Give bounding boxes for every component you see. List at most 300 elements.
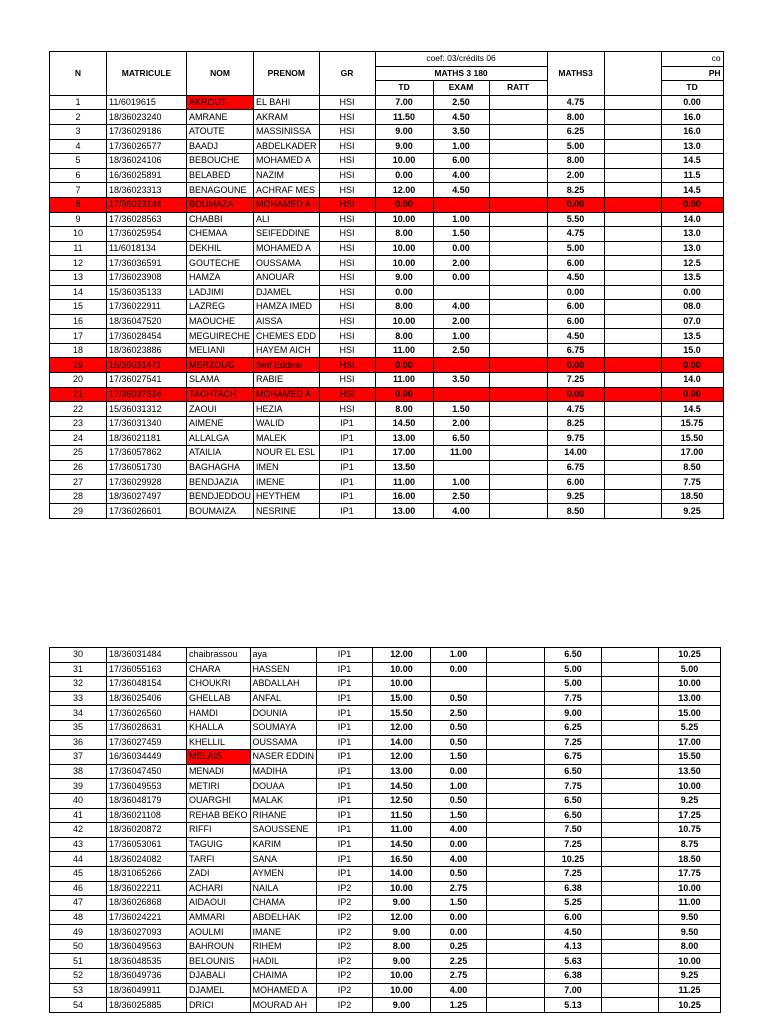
table-row	[50, 300, 724, 315]
table-row	[50, 168, 724, 183]
prenom-cell: NASER EDDIN	[250, 750, 317, 765]
maths3-cell: 0.00	[547, 285, 604, 300]
row-number: 17	[50, 329, 107, 344]
prenom-cell: Seif Eddine	[254, 358, 320, 373]
nom-cell: MAOUCHE	[187, 314, 254, 329]
td-cell: 9.00	[373, 954, 431, 969]
matricule-cell: 17/36028454	[107, 329, 187, 344]
matricule-cell: 17/36053061	[107, 837, 187, 852]
maths3-cell: 7.75	[545, 779, 602, 794]
td-cell: 0.00	[375, 387, 433, 402]
prenom-cell: HEYTHEM	[254, 489, 320, 504]
matricule-cell: 17/36029928	[107, 475, 187, 490]
td-cell: 11.00	[373, 823, 431, 838]
table-row	[50, 124, 724, 139]
td-cell: 0.00	[375, 285, 433, 300]
exam-cell: 4.50	[433, 110, 489, 125]
table-row	[50, 183, 724, 198]
matricule-cell: 18/36048179	[107, 793, 187, 808]
prenom-cell: MOHAMED A	[254, 241, 320, 256]
matricule-cell: 17/36057862	[107, 446, 187, 461]
table-row	[50, 998, 721, 1013]
row-number: 32	[50, 677, 107, 692]
table-row	[50, 110, 724, 125]
exam-cell: 4.00	[431, 823, 487, 838]
header-blank	[604, 52, 661, 96]
blank-cell	[602, 750, 659, 765]
prenom-cell: EL BAHI	[254, 95, 320, 110]
ratt-cell	[489, 329, 547, 344]
td2-cell: 17.00	[659, 735, 721, 750]
nom-cell: BEBOUCHE	[187, 154, 254, 169]
nom-cell: TARFI	[187, 852, 251, 867]
grades-table-bottom	[49, 647, 721, 1013]
ratt-cell	[489, 183, 547, 198]
td2-cell: 7.75	[661, 475, 723, 490]
nom-cell: MERZOUG	[187, 358, 254, 373]
exam-cell: 4.00	[433, 168, 489, 183]
td-cell: 14.50	[373, 779, 431, 794]
maths3-cell: 5.00	[547, 241, 604, 256]
group-cell: IP1	[317, 852, 373, 867]
blank-cell	[602, 764, 659, 779]
td-cell: 0.00	[375, 358, 433, 373]
ratt-cell	[487, 881, 545, 896]
maths3-cell: 6.50	[545, 764, 602, 779]
maths3-cell: 9.25	[547, 489, 604, 504]
td2-cell: 08.0	[661, 300, 723, 315]
row-number: 27	[50, 475, 107, 490]
ratt-cell	[489, 489, 547, 504]
row-number: 8	[50, 197, 107, 212]
nom-cell: MELIANI	[187, 343, 254, 358]
row-number: 1	[50, 95, 107, 110]
blank-cell	[602, 866, 659, 881]
row-number: 22	[50, 402, 107, 417]
header-td-2: TD	[661, 81, 723, 96]
group-cell: IP1	[317, 837, 373, 852]
ratt-cell	[487, 969, 545, 984]
exam-cell: 4.00	[431, 983, 487, 998]
nom-cell: MELAIS	[187, 750, 251, 765]
td-cell: 15.50	[373, 706, 431, 721]
blank-cell	[604, 343, 661, 358]
td2-cell: 8.75	[659, 837, 721, 852]
group-cell: IP1	[319, 489, 375, 504]
group-cell: IP2	[317, 881, 373, 896]
maths3-cell: 7.50	[545, 823, 602, 838]
prenom-cell: HAMZA IMED	[254, 300, 320, 315]
td-cell: 10.00	[375, 212, 433, 227]
td-cell: 14.00	[373, 735, 431, 750]
matricule-cell: 18/36024082	[107, 852, 187, 867]
nom-cell: AOULMI	[187, 925, 251, 940]
group-cell: HSI	[319, 139, 375, 154]
ratt-cell	[487, 720, 545, 735]
td-cell: 14.50	[373, 837, 431, 852]
row-number: 50	[50, 939, 107, 954]
blank-cell	[602, 998, 659, 1013]
maths3-cell: 6.00	[547, 300, 604, 315]
td2-cell: 18.50	[661, 489, 723, 504]
td-cell: 12.00	[373, 750, 431, 765]
nom-cell: HAMDI	[187, 706, 251, 721]
ratt-cell	[487, 852, 545, 867]
blank-cell	[604, 212, 661, 227]
td2-cell: 13.0	[661, 139, 723, 154]
blank-cell	[604, 460, 661, 475]
td2-cell: 14.5	[661, 154, 723, 169]
exam-cell: 11.00	[433, 446, 489, 461]
group-cell: IP2	[317, 925, 373, 940]
td2-cell: 0.00	[661, 95, 723, 110]
prenom-cell: ANFAL	[250, 691, 317, 706]
maths3-cell: 7.25	[545, 866, 602, 881]
matricule-cell: 18/36027093	[107, 925, 187, 940]
ratt-cell	[489, 270, 547, 285]
matricule-cell: 18/36023240	[107, 110, 187, 125]
td2-cell: 17.25	[659, 808, 721, 823]
prenom-cell: MOHAMED A	[250, 983, 317, 998]
header-prenom: PRENOM	[254, 52, 320, 96]
nom-cell: KHELLIL	[187, 735, 251, 750]
td2-cell: 18.50	[659, 852, 721, 867]
ratt-cell	[487, 837, 545, 852]
blank-cell	[604, 154, 661, 169]
exam-cell: 0.00	[431, 925, 487, 940]
td-cell: 14.00	[373, 866, 431, 881]
ratt-cell	[489, 343, 547, 358]
blank-cell	[604, 431, 661, 446]
row-number: 36	[50, 735, 107, 750]
table-row	[50, 358, 724, 373]
table-row	[50, 881, 721, 896]
exam-cell: 2.50	[433, 95, 489, 110]
nom-cell: KHALLA	[187, 720, 251, 735]
table-row	[50, 939, 721, 954]
td-cell: 12.00	[373, 720, 431, 735]
maths3-cell: 0.00	[547, 358, 604, 373]
prenom-cell: SEIFEDDINE	[254, 227, 320, 242]
blank-cell	[602, 648, 659, 663]
nom-cell: CHEMAA	[187, 227, 254, 242]
maths3-cell: 5.00	[547, 139, 604, 154]
matricule-cell: 15/36031471	[107, 358, 187, 373]
exam-cell: 4.00	[433, 504, 489, 519]
group-cell: HSI	[319, 154, 375, 169]
ratt-cell	[487, 954, 545, 969]
matricule-cell: 18/36031484	[107, 648, 187, 663]
group-cell: HSI	[319, 300, 375, 315]
maths3-cell: 7.25	[545, 837, 602, 852]
ratt-cell	[489, 416, 547, 431]
nom-cell: chaibrassou	[187, 648, 251, 663]
td-cell: 17.00	[375, 446, 433, 461]
nom-cell: OUARGHI	[187, 793, 251, 808]
header-subject-2: PH	[661, 66, 723, 81]
blank-cell	[604, 285, 661, 300]
nom-cell: CHARA	[187, 662, 251, 677]
row-number: 15	[50, 300, 107, 315]
header-matricule: MATRICULE	[107, 52, 187, 96]
group-cell: HSI	[319, 197, 375, 212]
row-number: 45	[50, 866, 107, 881]
maths3-cell: 4.75	[547, 95, 604, 110]
ratt-cell	[487, 677, 545, 692]
blank-cell	[602, 925, 659, 940]
ratt-cell	[489, 431, 547, 446]
row-number: 5	[50, 154, 107, 169]
exam-cell: 2.50	[431, 706, 487, 721]
group-cell: HSI	[319, 212, 375, 227]
ratt-cell	[489, 168, 547, 183]
table-row	[50, 954, 721, 969]
group-cell: IP1	[317, 735, 373, 750]
td2-cell: 0.00	[661, 285, 723, 300]
maths3-cell: 4.50	[547, 329, 604, 344]
blank-cell	[602, 662, 659, 677]
row-number: 40	[50, 793, 107, 808]
table-row	[50, 270, 724, 285]
prenom-cell: OUSSAMA	[250, 735, 317, 750]
nom-cell: AMRANE	[187, 110, 254, 125]
exam-cell: 0.00	[433, 270, 489, 285]
td2-cell: 15.50	[659, 750, 721, 765]
table-row	[50, 896, 721, 911]
table-row	[50, 373, 724, 388]
header-td: TD	[375, 81, 433, 96]
prenom-cell: HEZIA	[254, 402, 320, 417]
group-cell: HSI	[319, 110, 375, 125]
td2-cell: 14.0	[661, 212, 723, 227]
group-cell: IP2	[317, 896, 373, 911]
maths3-cell: 2.00	[547, 168, 604, 183]
td-cell: 11.50	[373, 808, 431, 823]
prenom-cell: ABDELKADER	[254, 139, 320, 154]
matricule-cell: 17/36027459	[107, 735, 187, 750]
nom-cell: BOUMAZA	[187, 197, 254, 212]
row-number: 23	[50, 416, 107, 431]
blank-cell	[602, 983, 659, 998]
exam-cell: 2.25	[431, 954, 487, 969]
prenom-cell: CHAIMA	[250, 969, 317, 984]
group-cell: IP1	[319, 475, 375, 490]
prenom-cell: MOHAMED A	[254, 154, 320, 169]
row-number: 51	[50, 954, 107, 969]
blank-cell	[604, 139, 661, 154]
td-cell: 8.00	[375, 227, 433, 242]
ratt-cell	[489, 300, 547, 315]
row-number: 26	[50, 460, 107, 475]
table-body-bottom	[50, 648, 721, 1013]
exam-cell: 1.50	[431, 808, 487, 823]
td2-cell: 10.00	[659, 677, 721, 692]
td2-cell: 5.00	[659, 662, 721, 677]
maths3-cell: 6.00	[547, 475, 604, 490]
td-cell: 12.00	[375, 183, 433, 198]
exam-cell: 3.50	[433, 373, 489, 388]
ratt-cell	[487, 910, 545, 925]
maths3-cell: 5.13	[545, 998, 602, 1013]
maths3-cell: 9.00	[545, 706, 602, 721]
maths3-cell: 6.75	[547, 343, 604, 358]
table-row	[50, 504, 724, 519]
group-cell: IP1	[317, 866, 373, 881]
prenom-cell: MOHAMED A	[254, 387, 320, 402]
maths3-cell: 5.50	[547, 212, 604, 227]
td-cell: 10.00	[373, 881, 431, 896]
row-number: 53	[50, 983, 107, 998]
prenom-cell: ALI	[254, 212, 320, 227]
ratt-cell	[487, 866, 545, 881]
nom-cell: METIRI	[187, 779, 251, 794]
exam-cell: 2.00	[433, 256, 489, 271]
nom-cell: LADJIMI	[187, 285, 254, 300]
td2-cell: 16.0	[661, 110, 723, 125]
td2-cell: 0.00	[661, 387, 723, 402]
maths3-cell: 6.00	[547, 256, 604, 271]
exam-cell: 0.00	[431, 837, 487, 852]
matricule-cell: 17/36036591	[107, 256, 187, 271]
ratt-cell	[489, 139, 547, 154]
group-cell: HSI	[319, 241, 375, 256]
group-cell: HSI	[319, 373, 375, 388]
blank-cell	[604, 241, 661, 256]
header-coef: coef: 03/crédits 06	[375, 52, 547, 67]
exam-cell: 0.50	[431, 691, 487, 706]
row-number: 47	[50, 896, 107, 911]
matricule-cell: 18/36047520	[107, 314, 187, 329]
td-cell: 0.00	[375, 168, 433, 183]
td-cell: 16.00	[375, 489, 433, 504]
ratt-cell	[487, 764, 545, 779]
group-cell: IP1	[317, 750, 373, 765]
prenom-cell: MALEK	[254, 431, 320, 446]
blank-cell	[604, 489, 661, 504]
maths3-cell: 6.75	[547, 460, 604, 475]
ratt-cell	[489, 227, 547, 242]
nom-cell: ATOUTE	[187, 124, 254, 139]
td2-cell: 9.25	[659, 793, 721, 808]
blank-cell	[604, 124, 661, 139]
row-number: 14	[50, 285, 107, 300]
group-cell: IP1	[317, 691, 373, 706]
td2-cell: 14.0	[661, 373, 723, 388]
matricule-cell: 17/36026577	[107, 139, 187, 154]
ratt-cell	[487, 779, 545, 794]
td2-cell: 10.25	[659, 998, 721, 1013]
blank-cell	[604, 197, 661, 212]
td-cell: 15.00	[373, 691, 431, 706]
td2-cell: 9.25	[661, 504, 723, 519]
matricule-cell: 18/36023313	[107, 183, 187, 198]
prenom-cell: IMENE	[254, 475, 320, 490]
nom-cell: ACHARI	[187, 881, 251, 896]
matricule-cell: 18/36026868	[107, 896, 187, 911]
matricule-cell: 18/36048535	[107, 954, 187, 969]
ratt-cell	[489, 285, 547, 300]
group-cell: IP2	[317, 939, 373, 954]
ratt-cell	[487, 662, 545, 677]
maths3-cell: 7.00	[545, 983, 602, 998]
maths3-cell: 5.00	[545, 677, 602, 692]
maths3-cell: 5.00	[545, 662, 602, 677]
table-row	[50, 677, 721, 692]
row-number: 24	[50, 431, 107, 446]
td-cell: 10.00	[375, 154, 433, 169]
table-row	[50, 910, 721, 925]
maths3-cell: 6.38	[545, 881, 602, 896]
matricule-cell: 17/36022911	[107, 300, 187, 315]
matricule-cell: 18/36049736	[107, 969, 187, 984]
blank-cell	[604, 183, 661, 198]
matricule-cell: 18/36027497	[107, 489, 187, 504]
nom-cell: GHELLAB	[187, 691, 251, 706]
maths3-cell: 0.00	[547, 387, 604, 402]
table-row	[50, 793, 721, 808]
nom-cell: TACHTACH	[187, 387, 254, 402]
ratt-cell	[489, 95, 547, 110]
ratt-cell	[487, 983, 545, 998]
matricule-cell: 17/36024221	[107, 910, 187, 925]
row-number: 46	[50, 881, 107, 896]
blank-cell	[602, 969, 659, 984]
ratt-cell	[487, 706, 545, 721]
row-number: 7	[50, 183, 107, 198]
blank-cell	[604, 446, 661, 461]
header-ratt: RATT	[489, 81, 547, 96]
prenom-cell: DOUNIA	[250, 706, 317, 721]
td2-cell: 10.25	[659, 648, 721, 663]
prenom-cell: AISSA	[254, 314, 320, 329]
table-row	[50, 343, 724, 358]
prenom-cell: AYMEN	[250, 866, 317, 881]
group-cell: IP1	[319, 446, 375, 461]
td-cell: 12.00	[373, 648, 431, 663]
group-cell: IP1	[317, 779, 373, 794]
td2-cell: 0.00	[661, 358, 723, 373]
nom-cell: BAGHAGHA	[187, 460, 254, 475]
exam-cell: 2.75	[431, 881, 487, 896]
group-cell: HSI	[319, 402, 375, 417]
td2-cell: 9.50	[659, 910, 721, 925]
exam-cell: 6.00	[433, 154, 489, 169]
prenom-cell: ACHRAF MES	[254, 183, 320, 198]
matricule-cell: 18/31065266	[107, 866, 187, 881]
blank-cell	[602, 910, 659, 925]
td-cell: 10.00	[373, 677, 431, 692]
ratt-cell	[489, 124, 547, 139]
prenom-cell: CHAMA	[250, 896, 317, 911]
matricule-cell: 17/36025954	[107, 227, 187, 242]
td2-cell: 13.5	[661, 270, 723, 285]
table-row	[50, 852, 721, 867]
table-row	[50, 489, 724, 504]
maths3-cell: 8.25	[547, 183, 604, 198]
nom-cell: ZAOUI	[187, 402, 254, 417]
matricule-cell: 11/6019615	[107, 95, 187, 110]
prenom-cell: ABDELHAK	[250, 910, 317, 925]
prenom-cell: WALID	[254, 416, 320, 431]
td2-cell: 16.0	[661, 124, 723, 139]
row-number: 33	[50, 691, 107, 706]
table-row	[50, 808, 721, 823]
row-number: 29	[50, 504, 107, 519]
blank-cell	[602, 779, 659, 794]
matricule-cell: 17/36027541	[107, 373, 187, 388]
table-row	[50, 227, 724, 242]
td-cell: 9.00	[375, 124, 433, 139]
